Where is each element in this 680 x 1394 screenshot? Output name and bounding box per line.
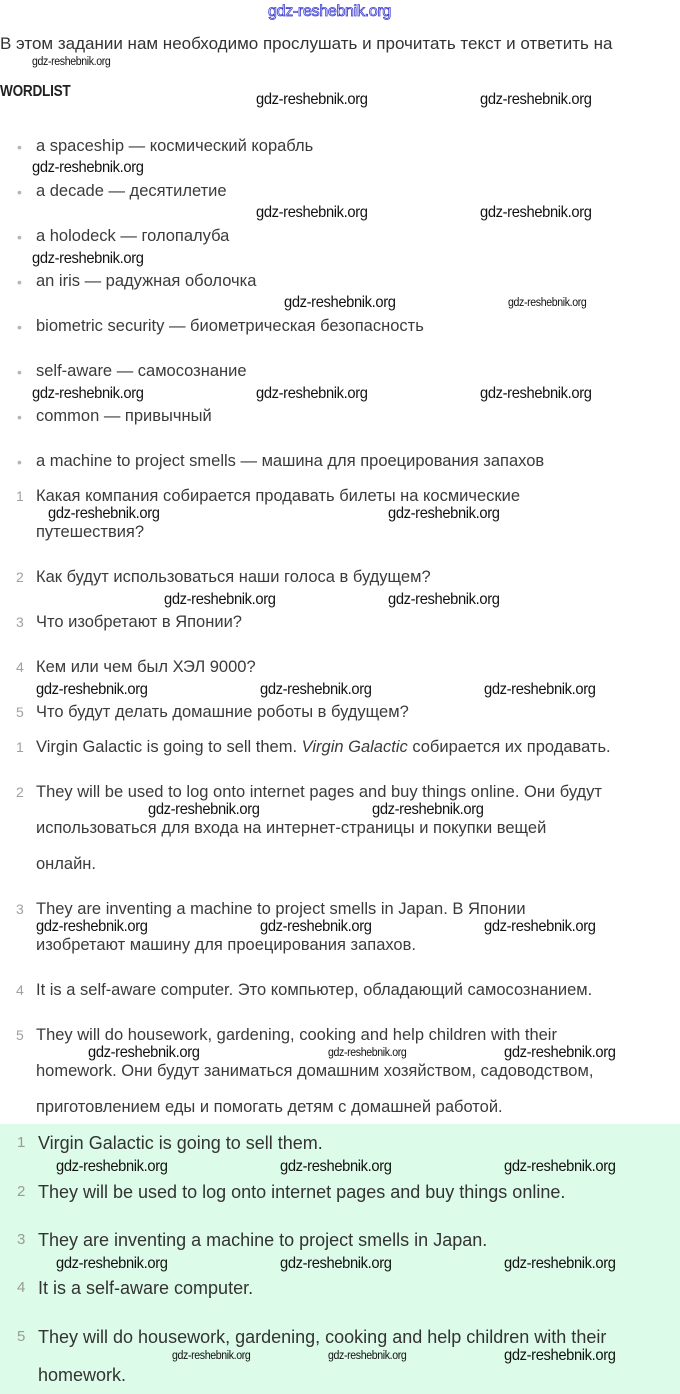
watermark: gdz-reshebnik.org [56, 1255, 168, 1272]
answer-text: They are inventing a machine to project smells in Japan. В Японии [36, 899, 526, 918]
question-number: 4 [16, 658, 24, 675]
final-answer-text: They will be used to log onto internet pages and buy things online. [38, 1182, 566, 1202]
answer-text: homework. Они будут заниматься домашним хозяйством, садоводством, [36, 1061, 594, 1080]
answer-text-part: Virgin Galactic is going to sell them. [36, 737, 302, 756]
bullet-icon: • [17, 318, 22, 335]
watermark: gdz-reshebnik.org [256, 91, 368, 108]
watermark: gdz-reshebnik.org [148, 801, 260, 818]
watermark: gdz-reshebnik.org [480, 204, 592, 221]
watermark: gdz-reshebnik.org [32, 159, 144, 176]
bullet-icon: • [17, 183, 22, 200]
answer-text: They will be used to log onto internet pages and buy things online. Они будут [36, 782, 602, 801]
answer-text: изобретают машину для проецирования запахов. [36, 935, 416, 954]
question-number: 1 [16, 487, 24, 504]
final-answer-number: 1 [17, 1134, 26, 1151]
answer-number: 3 [16, 900, 24, 917]
answer-text [36, 738, 611, 757]
watermark: gdz-reshebnik.org [328, 1046, 407, 1059]
watermark: gdz-reshebnik.org [256, 385, 368, 402]
watermark: gdz-reshebnik.org [508, 296, 587, 309]
question-text: Что будут делать домашние роботы в будущем? [36, 702, 409, 721]
final-answer-text: They are inventing a machine to project smells in Japan. [38, 1230, 488, 1250]
answer-number: 5 [16, 1026, 24, 1043]
final-answer-text: homework. [38, 1365, 127, 1385]
watermark: gdz-reshebnik.org [172, 1349, 251, 1362]
watermark: gdz-reshebnik.org [32, 55, 111, 68]
answer-number: 2 [16, 783, 24, 800]
question-text: путешествия? [36, 522, 145, 541]
watermark: gdz-reshebnik.org [484, 918, 596, 935]
wordlist-item: common — привычный [36, 406, 212, 425]
final-answer-number: 3 [17, 1231, 26, 1248]
bullet-icon: • [17, 363, 22, 380]
bullet-icon: • [17, 228, 22, 245]
bullet-icon: • [17, 273, 22, 290]
answer-number: 1 [16, 738, 24, 755]
question-number: 3 [16, 613, 24, 630]
wordlist-item: a spaceship — космический корабль [36, 136, 314, 155]
question-text: Какая компания собирается продавать билеты на космические [36, 486, 521, 505]
final-answer-text: Virgin Galactic is going to sell them. [38, 1133, 323, 1153]
answer-text: It is a self-aware computer. Это компьютер, обладающий самосознанием. [36, 980, 593, 999]
watermark: gdz-reshebnik.org [372, 801, 484, 818]
answer-text: They will do housework, gardening, cooking and help children with their [36, 1025, 557, 1044]
final-answer-number: 4 [17, 1279, 26, 1296]
watermark: gdz-reshebnik.org [388, 505, 500, 522]
watermark: gdz-reshebnik.org [280, 1158, 392, 1175]
wordlist-item: biometric security — биометрическая безопасность [36, 316, 424, 335]
watermark: gdz-reshebnik.org [36, 918, 148, 935]
watermark: gdz-reshebnik.org [504, 1255, 616, 1272]
answer-text: приготовлением еды и помогать детям с домашней работой. [36, 1097, 503, 1116]
watermark: gdz-reshebnik.org [280, 1255, 392, 1272]
watermark: gdz-reshebnik.org [164, 591, 276, 608]
question-number: 5 [16, 703, 24, 720]
watermark: gdz-reshebnik.org [388, 591, 500, 608]
wordlist-item: self-aware — самосознание [36, 361, 247, 380]
answer-text: использоваться для входа на интернет-страницы и покупки вещей [36, 818, 547, 837]
watermark: gdz-reshebnik.org [480, 91, 592, 108]
final-answer-number: 2 [17, 1183, 26, 1200]
answer-number: 4 [16, 981, 24, 998]
watermark: gdz-reshebnik.org [32, 385, 144, 402]
watermark: gdz-reshebnik.org [284, 294, 396, 311]
question-text: Что изобретают в Японии? [36, 612, 242, 631]
watermark: gdz-reshebnik.org [504, 1158, 616, 1175]
final-answer-number: 5 [17, 1328, 26, 1345]
bullet-icon: • [17, 453, 22, 470]
watermark: gdz-reshebnik.org [88, 1044, 200, 1061]
final-answer-text: They will do housework, gardening, cooking and help children with their [38, 1327, 607, 1347]
answer-text-part: собирается их продавать. [407, 737, 611, 756]
question-number: 2 [16, 568, 24, 585]
watermark: gdz-reshebnik.org [504, 1347, 616, 1364]
wordlist-item: a decade — десятилетие [36, 181, 227, 200]
watermark: gdz-reshebnik.org [260, 681, 372, 698]
wordlist-heading: WORDLIST [0, 83, 71, 100]
watermark: gdz-reshebnik.org [260, 918, 372, 935]
wordlist-item: an iris — радужная оболочка [36, 271, 257, 290]
question-text: Кем или чем был ХЭЛ 9000? [36, 657, 256, 676]
watermark: gdz-reshebnik.org [56, 1158, 168, 1175]
watermark: gdz-reshebnik.org [256, 204, 368, 221]
wordlist-item: a machine to project smells — машина для проецирования запахов [36, 451, 545, 470]
answer-text: онлайн. [36, 854, 97, 873]
watermark: gdz-reshebnik.org [504, 1044, 616, 1061]
wordlist-item: a holodeck — голопалуба [36, 226, 230, 245]
question-text: Как будут использоваться наши голоса в будущем? [36, 567, 431, 586]
watermark: gdz-reshebnik.org [36, 681, 148, 698]
watermark: gdz-reshebnik.org [48, 505, 160, 522]
watermark: gdz-reshebnik.org [32, 250, 144, 267]
watermark: gdz-reshebnik.org [328, 1349, 407, 1362]
intro-text: В этом задании нам необходимо прослушать и прочитать текст и ответить на [0, 34, 613, 53]
final-answer-text: It is a self-aware computer. [38, 1278, 254, 1298]
watermark: gdz-reshebnik.org [480, 385, 592, 402]
watermark-header: gdz-reshebnik.org [268, 3, 391, 20]
watermark: gdz-reshebnik.org [484, 681, 596, 698]
answer-text-part: Virgin Galactic [301, 737, 408, 756]
bullet-icon: • [17, 408, 22, 425]
bullet-icon: • [17, 138, 22, 155]
